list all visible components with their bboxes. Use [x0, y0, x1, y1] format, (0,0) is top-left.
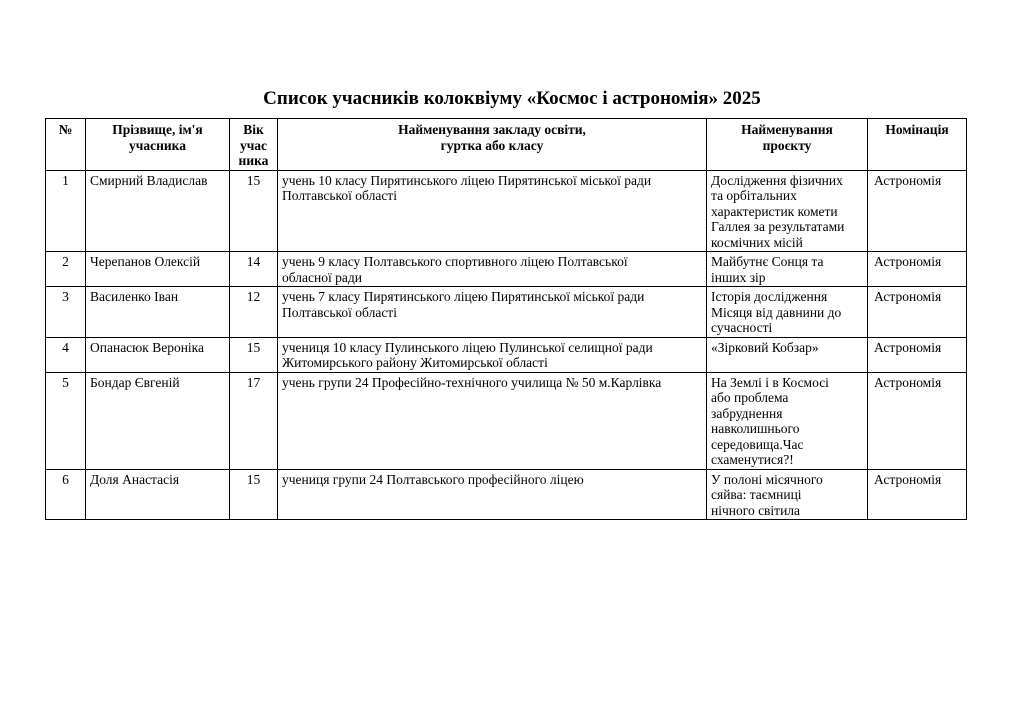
cell-institution: учень 7 класу Пирятинського ліцею Пирятинської міської ради Полтавської області [278, 287, 707, 338]
cell-num: 4 [46, 337, 86, 372]
table-header-row [46, 119, 967, 171]
cell-institution: учениця 10 класу Пулинського ліцею Пулинської селищної ради Житомирського району Житомирської області [278, 337, 707, 372]
header-nomination: Номінація [868, 119, 967, 171]
cell-nomination: Астрономія [868, 170, 967, 252]
cell-nomination: Астрономія [868, 372, 967, 469]
cell-num: 5 [46, 372, 86, 469]
cell-name: Смирний Владислав [86, 170, 230, 252]
cell-project: У полоні місячного сяйва: таємниці нічного світила [707, 469, 868, 520]
table-row [46, 469, 967, 520]
cell-nomination: Астрономія [868, 469, 967, 520]
table-row [46, 287, 967, 338]
table-row [46, 170, 967, 252]
cell-num: 3 [46, 287, 86, 338]
cell-name: Бондар Євгеній [86, 372, 230, 469]
cell-project: Дослідження фізичних та орбітальних характеристик комети Галлея за результатами космічних місій [707, 170, 868, 252]
document-title: Список учасників колоквіуму «Космос і астрономія» 2025 [263, 88, 761, 109]
cell-age: 14 [230, 252, 278, 287]
header-num: № [46, 119, 86, 171]
cell-name: Василенко Іван [86, 287, 230, 338]
cell-num: 1 [46, 170, 86, 252]
cell-institution: учень групи 24 Професійно-технічного училища № 50 м.Карлівка [278, 372, 707, 469]
cell-name: Доля Анастасія [86, 469, 230, 520]
header-name: Прізвище, ім'я учасника [86, 119, 230, 171]
table-row [46, 372, 967, 469]
cell-age: 17 [230, 372, 278, 469]
cell-institution: учень 9 класу Полтавського спортивного ліцею Полтавської обласної ради [278, 252, 707, 287]
cell-nomination: Астрономія [868, 252, 967, 287]
cell-age: 15 [230, 469, 278, 520]
header-project: Найменування проєкту [707, 119, 868, 171]
cell-nomination: Астрономія [868, 337, 967, 372]
cell-age: 15 [230, 170, 278, 252]
cell-age: 15 [230, 337, 278, 372]
participants-table [45, 118, 967, 520]
cell-project: Майбутнє Сонця та інших зір [707, 252, 868, 287]
cell-name: Опанасюк Вероніка [86, 337, 230, 372]
cell-num: 2 [46, 252, 86, 287]
cell-name: Черепанов Олексій [86, 252, 230, 287]
table-row [46, 252, 967, 287]
cell-project: Історія дослідження Місяця від давнини до сучасності [707, 287, 868, 338]
header-age: Вік учас ника [230, 119, 278, 171]
table-row [46, 337, 967, 372]
header-institution: Найменування закладу освіти, гуртка або класу [278, 119, 707, 171]
cell-project: «Зірковий Кобзар» [707, 337, 868, 372]
cell-project: На Землі і в Космосі або проблема забруднення навколишнього середовища.Час схаменутися?! [707, 372, 868, 469]
cell-age: 12 [230, 287, 278, 338]
cell-num: 6 [46, 469, 86, 520]
cell-institution: учень 10 класу Пирятинського ліцею Пирятинської міської ради Полтавської області [278, 170, 707, 252]
cell-institution: учениця групи 24 Полтавського професійного ліцею [278, 469, 707, 520]
cell-nomination: Астрономія [868, 287, 967, 338]
